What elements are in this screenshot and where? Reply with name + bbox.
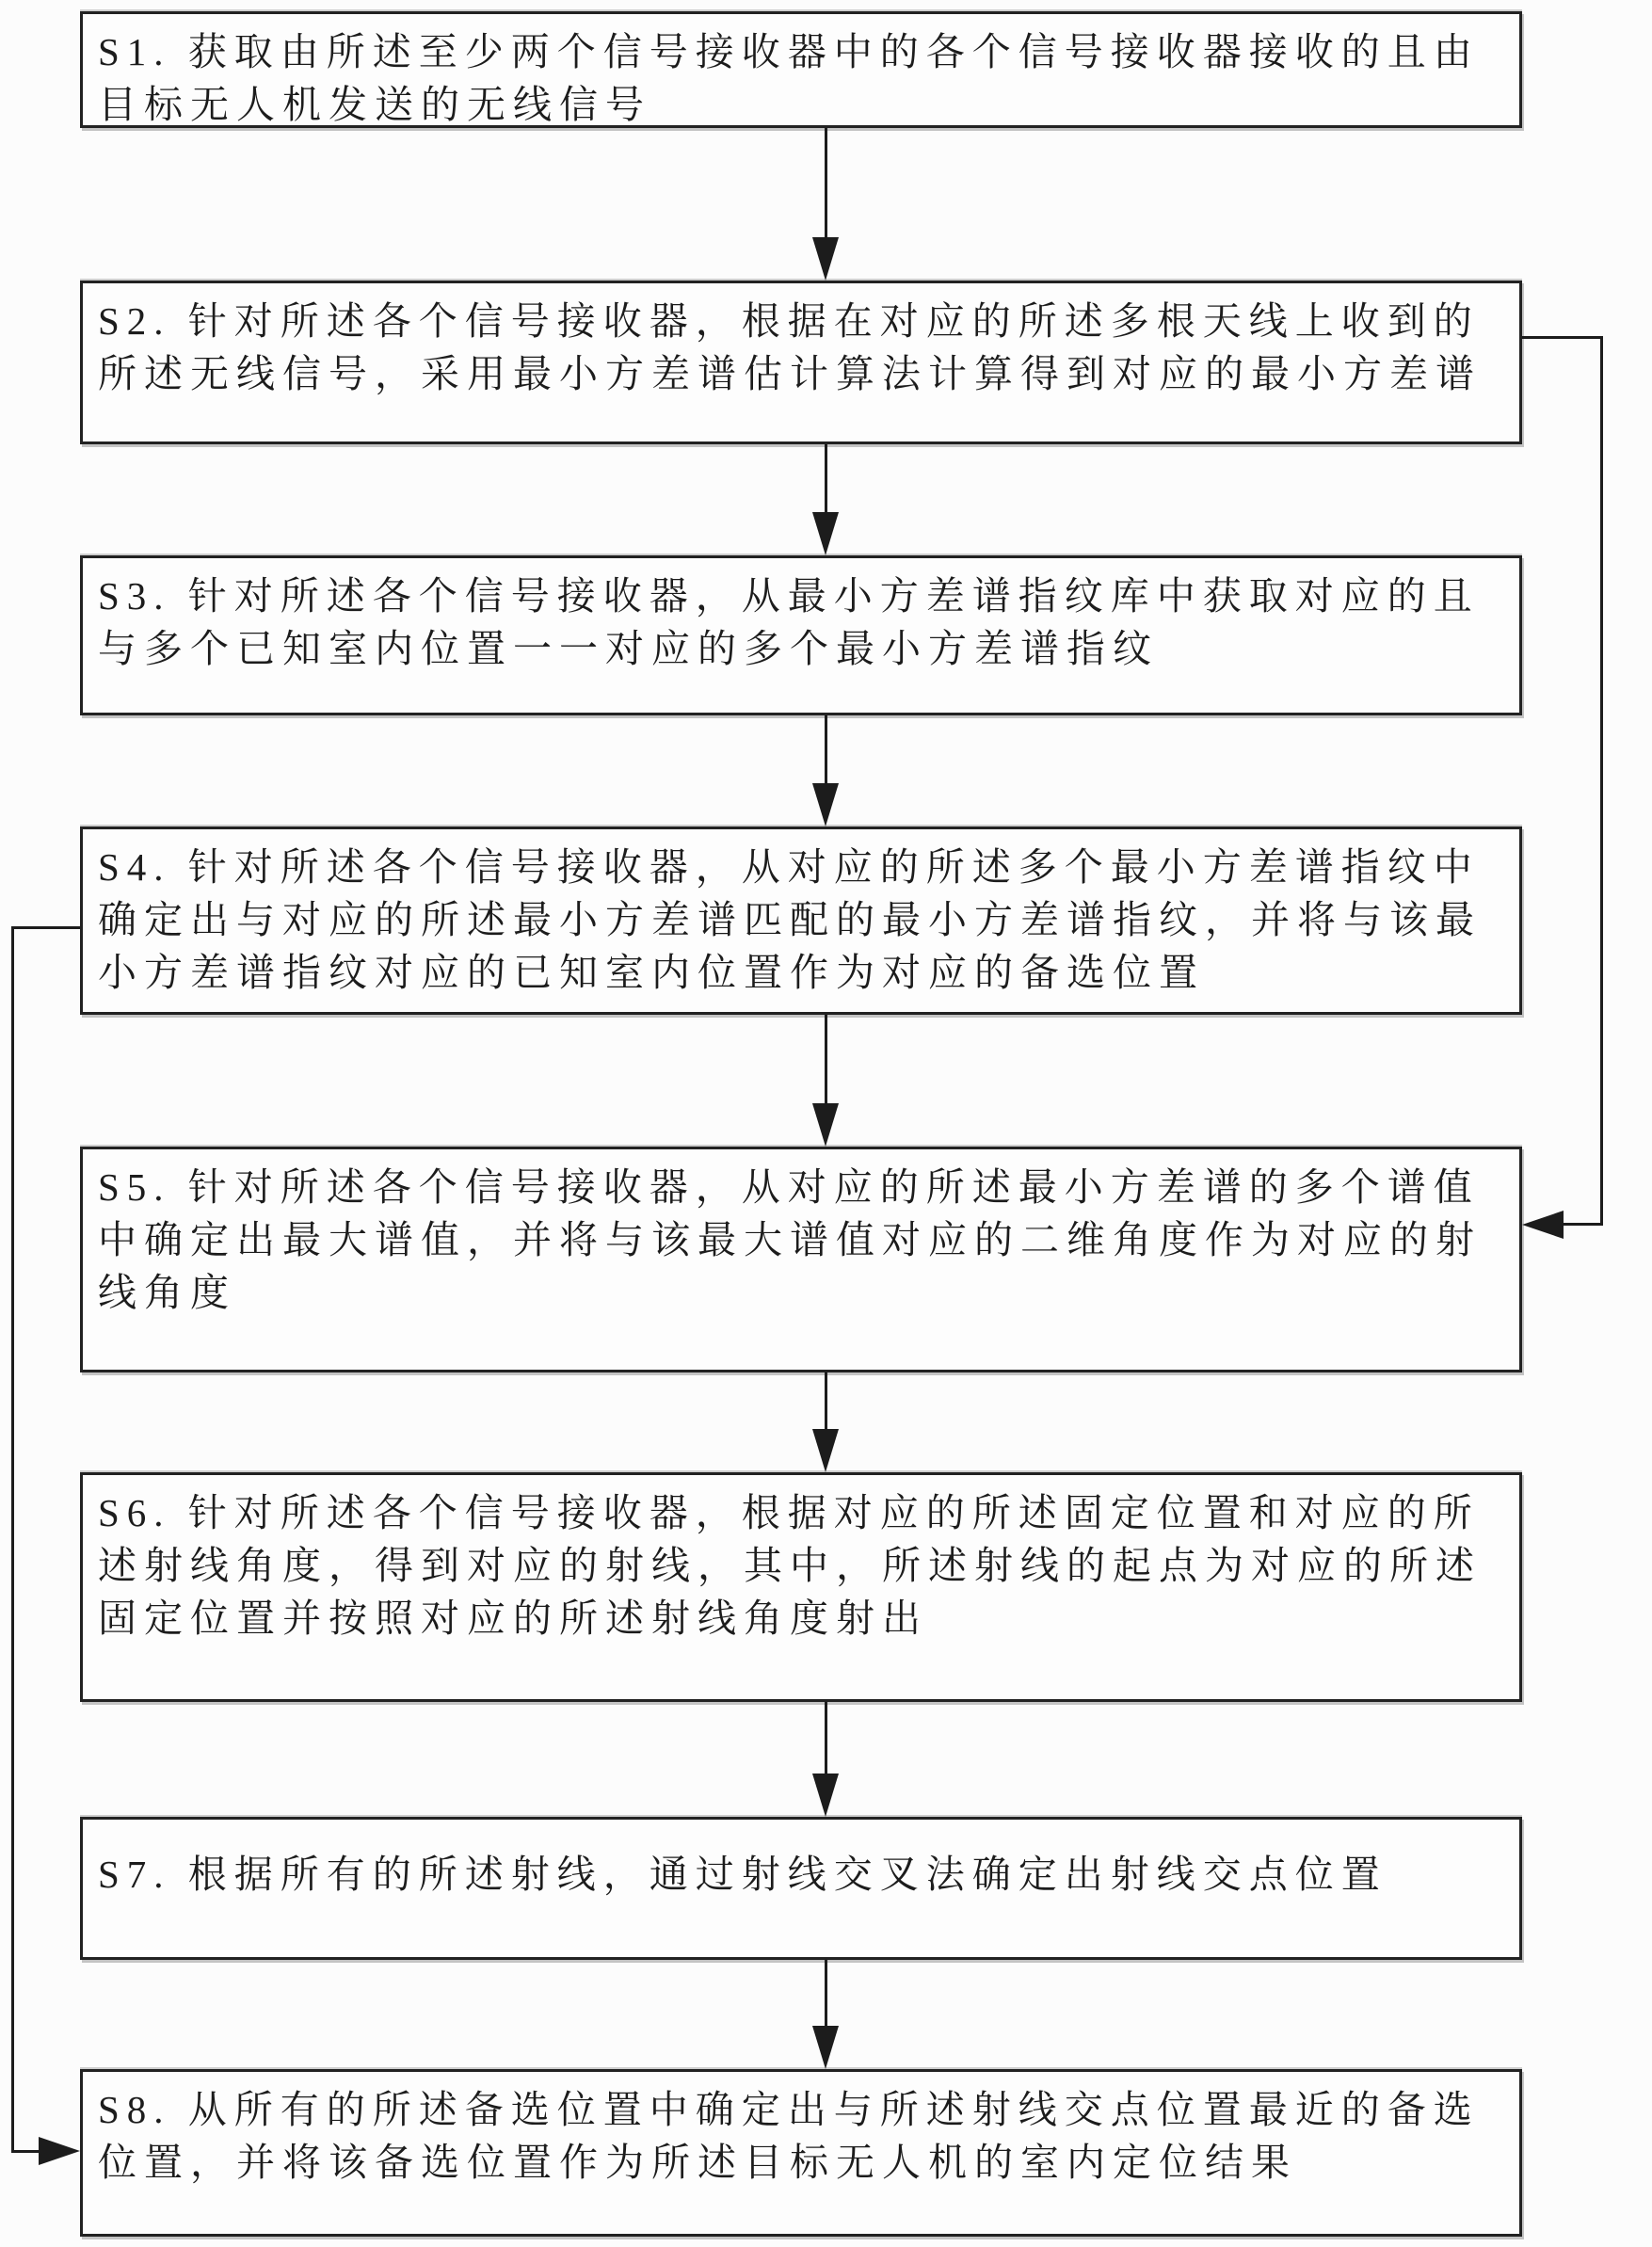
- step-text-s1: S1. 获取由所述至少两个信号接收器中的各个信号接收器接收的且由目标无人机发送的无线信号: [98, 30, 1480, 126]
- step-text-s7: S7. 根据所有的所述射线，通过射线交叉法确定出射线交点位置: [98, 1853, 1387, 1896]
- connector-s4-s8-stub: [11, 926, 80, 929]
- connector-s4-s8-line: [11, 926, 14, 2152]
- step-box-s2: [80, 281, 1522, 444]
- step-box-s8: [80, 2069, 1522, 2237]
- arrow-left-icon: [1522, 1211, 1564, 1239]
- step-box-s6: [80, 1472, 1522, 1702]
- connector-s2-s5-end: [1562, 1223, 1603, 1226]
- connector-s3-s4-line: [825, 715, 827, 787]
- step-text-s4: S4. 针对所述各个信号接收器，从对应的所述多个最小方差谱指纹中确定出与对应的所述最小方差谱匹配的最小方差谱指纹，并将与该最小方差谱指纹对应的已知室内位置作为对应的备选位置: [98, 845, 1482, 994]
- connector-s2-s3-line: [825, 444, 827, 516]
- step-box-s4: [80, 827, 1522, 1015]
- arrow-down-icon: [812, 2026, 839, 2069]
- arrow-down-icon: [812, 783, 839, 827]
- connector-s2-s5-line: [1600, 336, 1603, 1226]
- arrow-down-icon: [812, 1429, 839, 1472]
- arrow-down-icon: [812, 237, 839, 281]
- step-text-s8: S8. 从所有的所述备选位置中确定出与所述射线交点位置最近的备选位置，并将该备选位置作为所述目标无人机的室内定位结果: [98, 2088, 1480, 2184]
- step-box-s1: [80, 11, 1522, 128]
- connector-s4-s5-line: [825, 1015, 827, 1107]
- step-text-s6: S6. 针对所述各个信号接收器，根据对应的所述固定位置和对应的所述射线角度，得到对应的射线，其中，所述射线的起点为对应的所述固定位置并按照对应的所述射线角度射出: [98, 1491, 1482, 1640]
- arrow-right-icon: [39, 2137, 80, 2165]
- connector-s7-s8-line: [825, 1960, 827, 2030]
- step-text-s3: S3. 针对所述各个信号接收器，从最小方差谱指纹库中获取对应的且与多个已知室内位置一一对应的多个最小方差谱指纹: [98, 574, 1480, 670]
- connector-s2-s5-stub: [1522, 336, 1603, 339]
- step-box-s3: [80, 555, 1522, 715]
- step-text-s2: S2. 针对所述各个信号接收器，根据在对应的所述多根天线上收到的所述无线信号，采用最小方差谱估计算法计算得到对应的最小方差谱: [98, 299, 1482, 395]
- arrow-down-icon: [812, 512, 839, 555]
- connector-s1-s2-line: [825, 128, 827, 241]
- step-text-s5: S5. 针对所述各个信号接收器，从对应的所述最小方差谱的多个谱值中确定出最大谱值，并将与该最大谱值对应的二维角度作为对应的射线角度: [98, 1165, 1482, 1314]
- arrow-down-icon: [812, 1103, 839, 1147]
- step-box-s7: [80, 1817, 1522, 1960]
- connector-s6-s7-line: [825, 1702, 827, 1777]
- connector-s4-s8-end: [11, 2150, 40, 2153]
- arrow-down-icon: [812, 1774, 839, 1817]
- step-box-s5: [80, 1147, 1522, 1372]
- connector-s5-s6-line: [825, 1372, 827, 1433]
